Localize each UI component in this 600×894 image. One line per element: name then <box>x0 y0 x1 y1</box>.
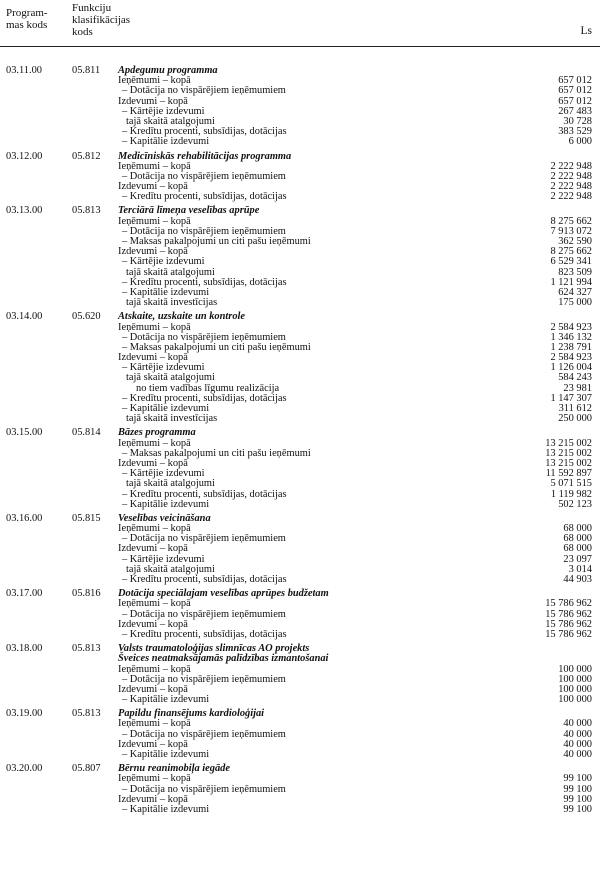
header-function-code-line1: Funkciju <box>72 2 112 14</box>
table-row <box>0 575 600 585</box>
row-label: no tiem vadības līgumu realizācija <box>136 382 280 394</box>
row-value: 1 147 307 <box>550 392 592 404</box>
row-label: – Kapitālie izdevumi <box>122 803 210 815</box>
row-value: 13 215 002 <box>545 457 592 469</box>
table-row <box>0 479 600 489</box>
row-label: Izdevumi – kopā <box>118 246 188 258</box>
program-code: 03.17.00 <box>6 588 43 600</box>
table-row <box>0 795 600 805</box>
table-row <box>0 620 600 630</box>
table-row <box>0 750 600 760</box>
row-value: 3 014 <box>568 563 592 575</box>
header-program-code-line1: Program- <box>6 7 48 19</box>
row-label: Izdevumi – kopā <box>118 457 188 469</box>
row-label: Izdevumi – kopā <box>118 543 188 555</box>
row-label: tajā skaitā atalgojumi <box>126 266 215 278</box>
function-code: 05.814 <box>72 427 101 439</box>
row-label: Ieņēmumi – kopā <box>118 663 191 675</box>
program-title-row <box>0 764 600 774</box>
program-title: Apdegumu programma <box>118 65 218 76</box>
header-currency: Ls <box>580 25 592 37</box>
function-code: 05.807 <box>72 763 101 775</box>
row-value: 250 000 <box>558 413 592 425</box>
program-title-row <box>0 66 600 76</box>
row-label: – Dotācija no vispārējiem ieņēmumiem <box>122 673 286 685</box>
row-label: tajā skaitā investīcijas <box>126 413 218 425</box>
row-value: 6 000 <box>568 136 592 148</box>
row-label: Izdevumi – kopā <box>118 683 188 695</box>
row-label: – Kārtējie izdevumi <box>122 256 205 268</box>
row-value: 100 000 <box>558 694 592 706</box>
table-row <box>0 268 600 278</box>
row-value: 99 100 <box>563 793 592 805</box>
row-value: 40 000 <box>563 718 592 730</box>
table-row <box>0 785 600 795</box>
row-label: – Dotācija no vispārējiem ieņēmumiem <box>122 783 286 795</box>
program-code: 03.13.00 <box>6 205 43 217</box>
table-row <box>0 630 600 640</box>
row-value: 2 584 923 <box>550 352 592 364</box>
row-value: 2 222 948 <box>550 191 592 203</box>
program-title: Valsts traumatoloģijas slimnīcas AO projekts <box>118 643 310 655</box>
table-row <box>0 524 600 534</box>
function-code: 05.813 <box>72 708 101 720</box>
function-code: 05.815 <box>72 512 101 524</box>
row-label: – Dotācija no vispārējiem ieņēmumiem <box>122 331 286 343</box>
row-label: – Dotācija no vispārējiem ieņēmumiem <box>122 170 286 182</box>
table-row <box>0 217 600 227</box>
function-code: 05.811 <box>72 65 101 76</box>
program-title-row <box>0 709 600 719</box>
table-row <box>0 288 600 298</box>
row-label: tajā skaitā atalgojumi <box>126 372 215 384</box>
row-label: – Kredītu procenti, subsīdijas, dotācijas <box>122 191 287 203</box>
row-value: 362 590 <box>558 236 592 247</box>
program-title-row <box>0 152 600 162</box>
table-row <box>0 237 600 247</box>
row-value: 1 126 004 <box>550 362 592 374</box>
row-value: 99 100 <box>563 773 592 785</box>
program-title-row <box>0 428 600 438</box>
row-label: Izdevumi – kopā <box>118 793 188 805</box>
row-label: tajā skaitā atalgojumi <box>126 115 215 127</box>
table-row <box>0 665 600 675</box>
table-row <box>0 162 600 172</box>
table-row <box>0 459 600 469</box>
row-value: 2 222 948 <box>550 160 592 172</box>
row-value: 2 222 948 <box>550 170 592 182</box>
row-label: – Kredītu procenti, subsīdijas, dotācijas <box>122 574 287 585</box>
row-value: 11 592 897 <box>545 468 592 480</box>
row-value: 175 000 <box>558 297 592 309</box>
row-label: – Kredītu procenti, subsīdijas, dotācijas <box>122 126 287 138</box>
row-label: Ieņēmumi – kopā <box>118 321 191 333</box>
header-function-code <box>72 2 130 38</box>
row-label: Ieņēmumi – kopā <box>118 773 191 785</box>
row-label: – Maksas pakalpojumi un citi pašu ieņēmumi <box>122 447 311 459</box>
row-value: 624 327 <box>558 286 592 298</box>
table-row <box>0 373 600 383</box>
table-row <box>0 127 600 137</box>
row-label: Izdevumi – kopā <box>118 181 188 193</box>
table-row <box>0 76 600 86</box>
row-label: – Dotācija no vispārējiem ieņēmumiem <box>122 533 286 545</box>
row-value: 1 238 791 <box>550 341 592 353</box>
row-label: – Kredītu procenti, subsīdijas, dotācijas <box>122 488 287 500</box>
row-value: 8 275 662 <box>550 215 592 227</box>
program-title: Veselības veicināšana <box>118 512 211 524</box>
row-label: – Kārtējie izdevumi <box>122 362 205 374</box>
program-code: 03.16.00 <box>6 512 43 524</box>
table-row <box>0 610 600 620</box>
row-value: 99 100 <box>563 783 592 795</box>
row-value: 100 000 <box>558 673 592 685</box>
row-label: Ieņēmumi – kopā <box>118 598 191 610</box>
row-value: 99 100 <box>563 803 592 815</box>
header-program-code <box>6 7 48 31</box>
table-row <box>0 685 600 695</box>
row-value: 6 529 341 <box>550 256 592 268</box>
table-row <box>0 117 600 127</box>
table-row <box>0 730 600 740</box>
program-code: 03.18.00 <box>6 643 43 655</box>
program-title: Medicīniskās rehabilitācijas programma <box>118 150 292 162</box>
row-value: 100 000 <box>558 683 592 695</box>
program-title-row <box>0 514 600 524</box>
program-title: Terciārā līmeņa veselības aprūpe <box>118 205 260 217</box>
row-value: 23 097 <box>563 553 592 565</box>
function-code: 05.813 <box>72 205 101 217</box>
row-value: 1 121 994 <box>550 276 592 288</box>
header-function-code-line2: klasifikācijas <box>72 14 131 26</box>
table-row <box>0 257 600 267</box>
row-label: tajā skaitā investīcijas <box>126 297 218 309</box>
row-label: – Kārtējie izdevumi <box>122 468 205 480</box>
budget-table-body <box>0 62 600 815</box>
row-value: 657 012 <box>558 95 592 107</box>
row-value: 40 000 <box>563 738 592 750</box>
table-row <box>0 500 600 510</box>
program-title: Bērnu reanimobiļa iegāde <box>118 763 230 775</box>
row-value: 44 903 <box>563 574 592 585</box>
row-value: 502 123 <box>558 498 592 510</box>
table-row <box>0 555 600 565</box>
row-value: 100 000 <box>558 663 592 675</box>
table-row <box>0 107 600 117</box>
table-row <box>0 172 600 182</box>
row-value: 23 981 <box>563 382 592 394</box>
row-label: – Kredītu procenti, subsīdijas, dotācijas <box>122 628 287 640</box>
row-label: – Maksas pakalpojumi un citi pašu ieņēmumi <box>122 341 311 353</box>
table-row <box>0 544 600 554</box>
row-value: 40 000 <box>563 749 592 760</box>
program-title-row <box>0 654 600 664</box>
row-value: 2 222 948 <box>550 181 592 193</box>
table-row <box>0 363 600 373</box>
table-row <box>0 695 600 705</box>
table-row <box>0 323 600 333</box>
program-code: 03.12.00 <box>6 150 43 162</box>
table-row <box>0 469 600 479</box>
program-code: 03.14.00 <box>6 311 43 323</box>
function-code: 05.620 <box>72 311 101 323</box>
row-label: tajā skaitā atalgojumi <box>126 478 215 490</box>
table-row <box>0 192 600 202</box>
table-row <box>0 805 600 815</box>
row-label: Izdevumi – kopā <box>118 352 188 364</box>
table-row <box>0 490 600 500</box>
row-value: 15 786 962 <box>545 618 592 630</box>
row-label: – Dotācija no vispārējiem ieņēmumiem <box>122 85 286 97</box>
function-code: 05.812 <box>72 150 101 162</box>
row-value: 68 000 <box>563 523 592 535</box>
row-label: – Kapitālie izdevumi <box>122 136 210 148</box>
function-code: 05.816 <box>72 588 101 600</box>
program-code: 03.20.00 <box>6 763 43 775</box>
table-row <box>0 97 600 107</box>
row-label: tajā skaitā atalgojumi <box>126 563 215 575</box>
program-code: 03.15.00 <box>6 427 43 439</box>
row-label: – Kārtējie izdevumi <box>122 105 205 117</box>
row-label: Ieņēmumi – kopā <box>118 437 191 449</box>
row-value: 8 275 662 <box>550 246 592 258</box>
program-title: Atskaite, uzskaite un kontrole <box>118 311 246 323</box>
row-value: 68 000 <box>563 543 592 555</box>
header-function-code-line3: kods <box>72 26 93 38</box>
program-code: 03.19.00 <box>6 708 43 720</box>
row-label: Ieņēmumi – kopā <box>118 75 191 87</box>
table-row <box>0 343 600 353</box>
row-label: Ieņēmumi – kopā <box>118 718 191 730</box>
row-label: – Maksas pakalpojumi un citi pašu ieņēmumi <box>122 236 311 247</box>
row-label: – Kapitālie izdevumi <box>122 286 210 298</box>
row-value: 7 913 072 <box>550 225 592 237</box>
row-label: – Dotācija no vispārējiem ieņēmumiem <box>122 608 286 620</box>
table-row <box>0 404 600 414</box>
program-title-row <box>0 206 600 216</box>
program-title-row <box>0 589 600 599</box>
row-label: Ieņēmumi – kopā <box>118 160 191 172</box>
row-label: – Kredītu procenti, subsīdijas, dotācijas <box>122 392 287 404</box>
row-value: 5 071 515 <box>550 478 592 490</box>
header-program-code-line2: mas kods <box>6 19 48 31</box>
program-title-row <box>0 312 600 322</box>
row-label: – Kapitālie izdevumi <box>122 694 210 706</box>
row-value: 657 012 <box>558 75 592 87</box>
row-label: Izdevumi – kopā <box>118 618 188 630</box>
function-code: 05.813 <box>72 643 101 655</box>
row-value: 15 786 962 <box>545 608 592 620</box>
program-code: 03.11.00 <box>6 65 42 76</box>
table-row <box>0 449 600 459</box>
row-value: 823 509 <box>558 266 592 278</box>
table-row <box>0 353 600 363</box>
row-label: – Kārtējie izdevumi <box>122 553 205 565</box>
row-value: 40 000 <box>563 728 592 740</box>
row-label: – Kapitālie izdevumi <box>122 749 210 760</box>
table-row <box>0 298 600 308</box>
table-row <box>0 599 600 609</box>
row-label: – Dotācija no vispārējiem ieņēmumiem <box>122 225 286 237</box>
row-value: 1 119 982 <box>550 488 592 500</box>
table-row <box>0 565 600 575</box>
table-row <box>0 740 600 750</box>
row-value: 68 000 <box>563 533 592 545</box>
table-row <box>0 278 600 288</box>
row-label: Izdevumi – kopā <box>118 738 188 750</box>
row-label: Ieņēmumi – kopā <box>118 215 191 227</box>
row-label: Ieņēmumi – kopā <box>118 523 191 535</box>
program-title: Papildu finansējums kardioloģijai <box>118 708 265 720</box>
row-value: 13 215 002 <box>545 437 592 449</box>
table-row <box>0 86 600 96</box>
row-value: 657 012 <box>558 85 592 97</box>
table-header <box>0 0 600 47</box>
program-title: Bāzes programma <box>118 427 196 439</box>
row-label: – Kapitālie izdevumi <box>122 403 210 414</box>
row-value: 267 483 <box>558 105 592 117</box>
row-value: 1 346 132 <box>550 331 592 343</box>
row-label: – Dotācija no vispārējiem ieņēmumiem <box>122 728 286 740</box>
table-row <box>0 182 600 192</box>
program-title: Dotācija speciālajam veselības aprūpes budžetam <box>118 588 329 600</box>
table-row <box>0 137 600 147</box>
row-value: 15 786 962 <box>545 598 592 610</box>
row-value: 383 529 <box>558 126 592 138</box>
row-label: Izdevumi – kopā <box>118 95 188 107</box>
table-row <box>0 247 600 257</box>
table-row <box>0 534 600 544</box>
row-value: 13 215 002 <box>545 447 592 459</box>
row-label: – Kredītu procenti, subsīdijas, dotācijas <box>122 276 287 288</box>
table-row <box>0 414 600 424</box>
row-value: 584 243 <box>558 372 592 384</box>
row-value: 311 612 <box>558 403 592 414</box>
table-row <box>0 774 600 784</box>
row-label: – Kapitālie izdevumi <box>122 498 210 510</box>
table-row <box>0 719 600 729</box>
program-title: Šveices neatmaksājamās palīdzības izmantošanai <box>118 653 329 665</box>
row-value: 30 728 <box>563 115 592 127</box>
row-value: 2 584 923 <box>550 321 592 333</box>
table-row <box>0 394 600 404</box>
table-row <box>0 384 600 394</box>
row-value: 15 786 962 <box>545 628 592 640</box>
table-row <box>0 675 600 685</box>
